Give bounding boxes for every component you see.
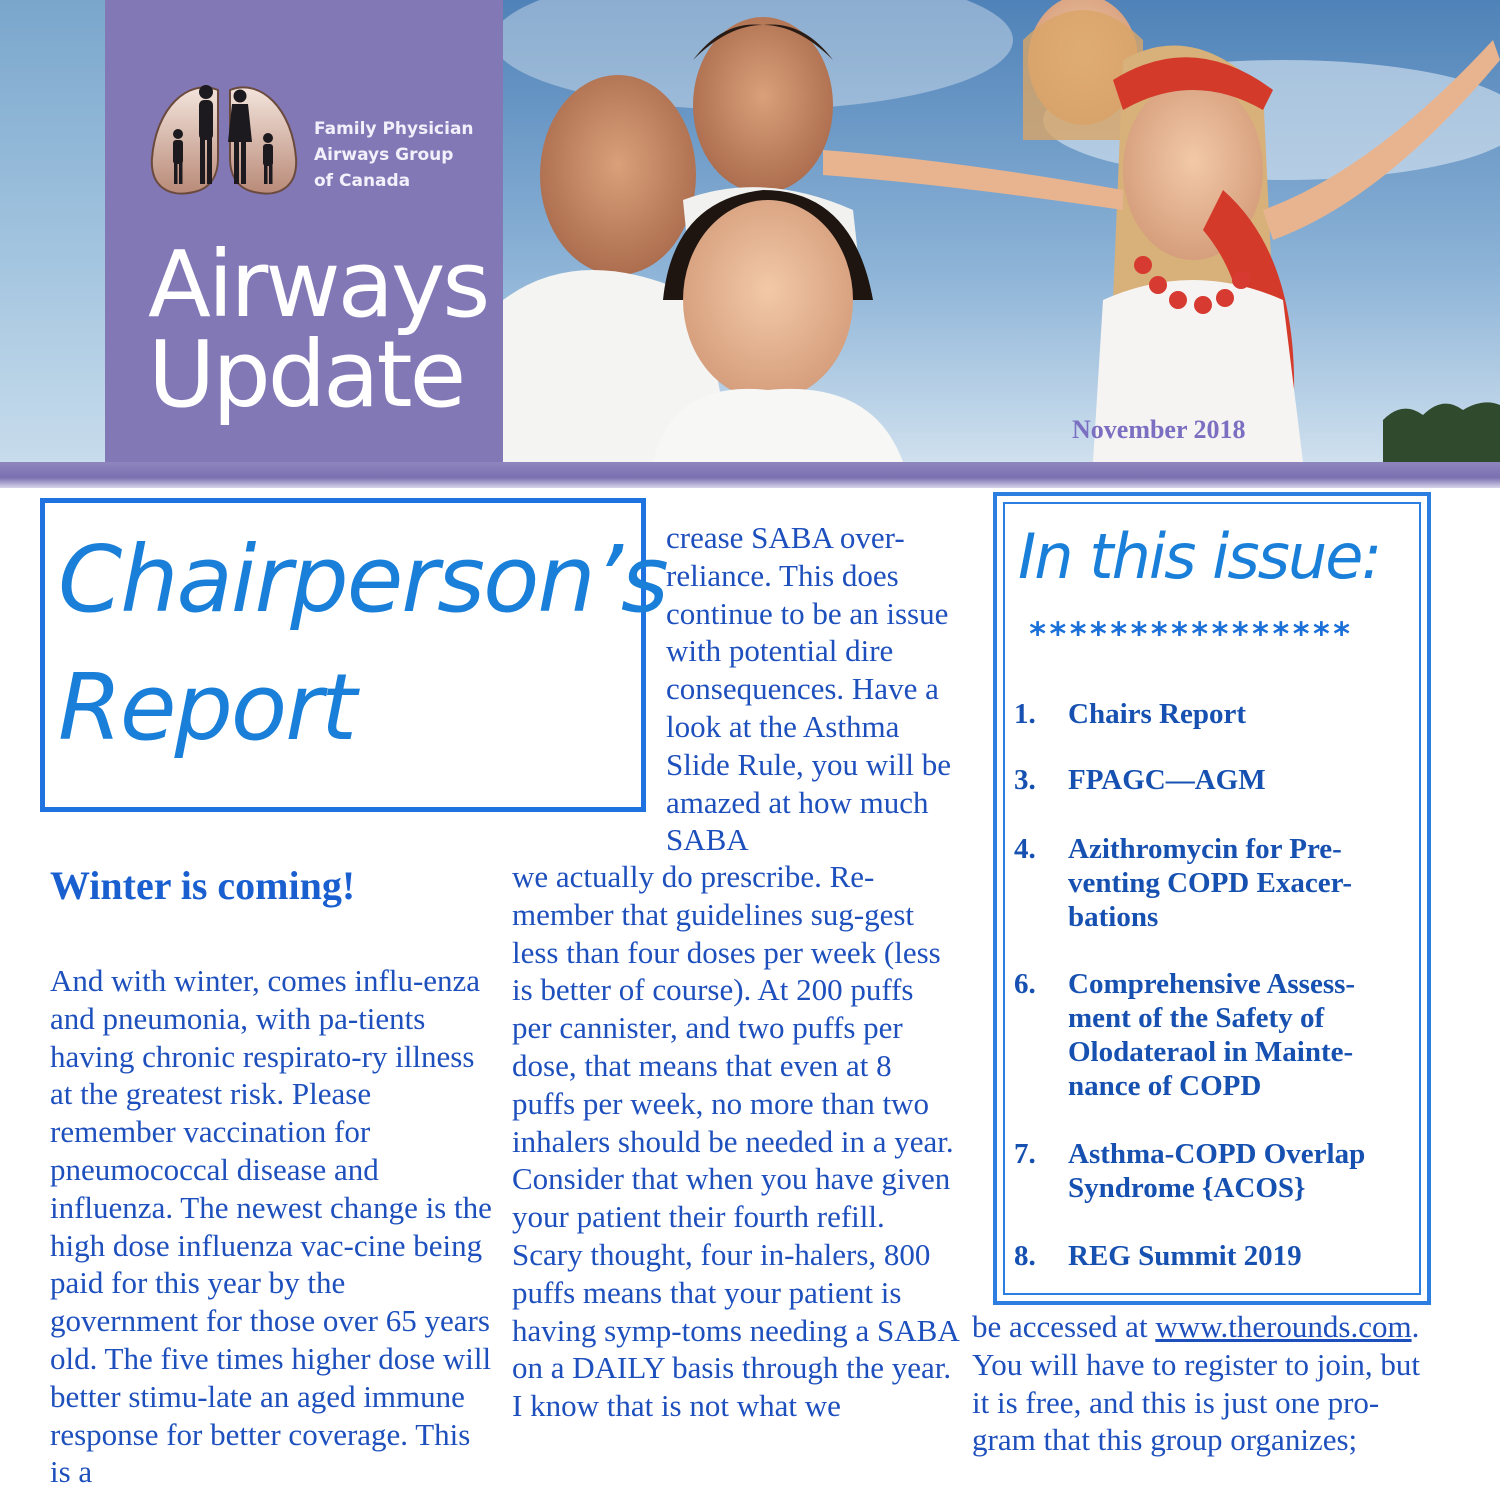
report-title-line: Chairperson’s <box>58 526 667 633</box>
toc-page-number: 6. <box>1014 968 1036 1000</box>
organization-name-line: Family Physician <box>314 119 474 139</box>
decorative-star-divider: **************** <box>1028 615 1353 653</box>
toc-item-label: Asthma-COPD Overlap Syndrome {ACOS} <box>1068 1138 1366 1204</box>
column-3-text: be accessed at <box>972 1309 1156 1344</box>
toc-item-label: Comprehensive Assess-ment of the Safety of Olodateraol in Mainte-nance of COPD <box>1068 968 1356 1102</box>
organization-name <box>314 116 494 194</box>
organization-name-line: Airways Group <box>314 145 454 165</box>
issue-date: November 2018 <box>1072 415 1246 444</box>
article-column-2-top: crease SABA over-reliance. This does continue to be an issue with potential dire consequences. Have a look at the Asthma Slide Rule, you will be amazed at how much SABA <box>666 520 952 858</box>
toc-page-number: 7. <box>1014 1138 1036 1170</box>
toc-item-label: Azithromycin for Pre-venting COPD Exacer-bations <box>1068 833 1353 933</box>
article-column-3 <box>972 1308 1432 1459</box>
masthead-line: Airways <box>148 231 488 338</box>
organization-name-line: of Canada <box>314 171 411 191</box>
toc-page-number: 3. <box>1014 764 1036 796</box>
therounds-link[interactable]: www.therounds.com <box>1155 1309 1412 1344</box>
toc-item-label: Chairs Report <box>1068 698 1247 730</box>
lungs-family-logo-icon <box>148 78 300 200</box>
toc-page-number: 4. <box>1014 833 1036 865</box>
report-title-line: Report <box>58 654 356 761</box>
article-column-2: we actually do prescribe. Re-member that guidelines sug-gest less than four doses per week (less is better of course). At 200 puffs per cannister, and two puffs per dose, that means that even at 8 puffs per week, no more than two inhalers should be needed in a year. Consider that when you have given your patient their fourth refill. Scary thought, four in-halers, 800 puffs means that your patient is having symp-toms needing a SABA on a DAILY basis through the year. I know that is not what we <box>512 859 959 1424</box>
family-photo <box>503 0 1500 462</box>
toc-item-label: REG Summit 2019 <box>1068 1240 1302 1272</box>
column-3-text: . You will have to register to join, but it is free, and this is just one pro-gram that this group organizes; <box>972 1309 1421 1458</box>
toc-page-number: 8. <box>1014 1240 1036 1272</box>
article-column-1: And with winter, comes influ-enza and pneumonia, with pa-tients having chronic respirato-ry illness at the greatest risk. Please remember vaccination for pneumococcal disease and influenza. The newest change is the high dose influenza vac-cine being paid for this year by the government for those over 65 years old. The five times higher dose will better stimu-late an aged immune response for better coverage. This is a <box>50 963 492 1490</box>
header-divider-strip <box>0 462 1500 488</box>
in-this-issue-title: In this issue: <box>1018 520 1381 593</box>
masthead-line: Update <box>148 321 464 428</box>
article-subheading: Winter is coming! <box>50 863 356 908</box>
newsletter-masthead <box>148 231 493 428</box>
report-title <box>58 516 667 772</box>
toc-page-number: 1. <box>1014 698 1036 730</box>
toc-item-label: FPAGC—AGM <box>1068 764 1266 796</box>
